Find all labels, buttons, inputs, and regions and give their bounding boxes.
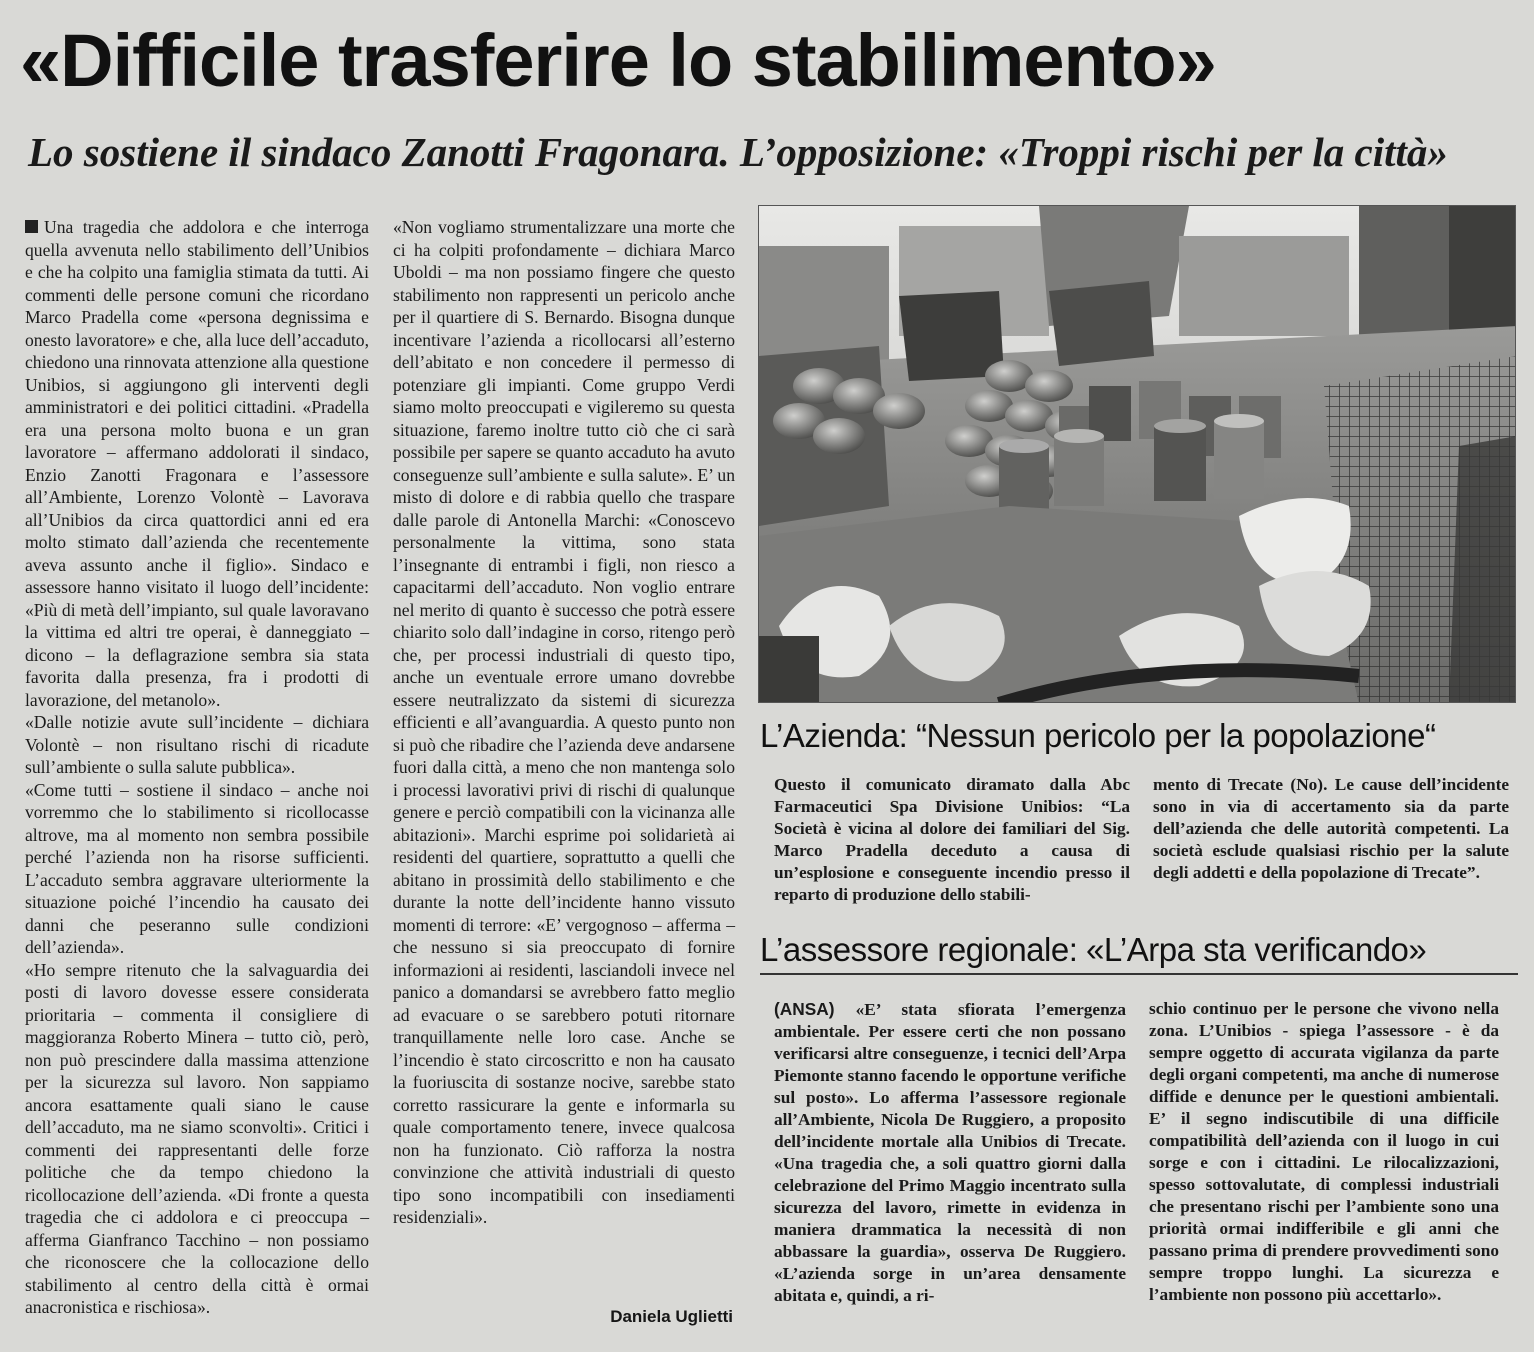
factory-drums-image xyxy=(759,206,1516,703)
assessore-column-2: schio continuo per le persone che vivono nella zona. L’Unibios - spiega l’assessore - è da sempre oggetto di accurata vigilanza da parte degli organi competenti, ma anche di numerose diffide e denunce per le questioni ambientali. E’ il segno indiscutibile di una difficile compatibilità dell’azienda con il luogo in cui sorge e con i cittadini. Le rilocalizzazioni, spesso sottovalutate, di complessi industriali che presentano rischi per l’ambiente sono una priorità ormai indifferibile e gli anni che passano prima di prendere provvedimenti sono sempre troppo lunghi. La sicurezza e l’ambiente non possono più accettarlo». xyxy=(1149,999,1499,1304)
byline: Daniela Uglietti xyxy=(610,1307,733,1326)
factory-photo xyxy=(758,205,1516,703)
article-paragraph: Una tragedia che addolora e che interroga quella avvenuta nello stabilimento dell’Unibios e che ha colpito una famiglia stimata da tutti. Ai commenti delle persone comuni che ricordano Marco Pradella come «persona degnissima e onesto lavoratore» e che, alla luce dell’accaduto, chiedono una rinnovata attenzione alla questione Unibios, si aggiungono gli interventi degli amministratori e dei politici cittadini. «Pradella era una persona molto buona e un gran lavoratore – affermano addolorati il sindaco, Enzio Zanotti Fragonara e l’assessore all’Ambiente, Lorenzo Volontè – Lavorava all’Unibios da circa quattordici anni ed era molto stimato dall’azienda che recentemente aveva assunto anche il figlio». Sindaco e assessore hanno visitato il luogo dell’incidente: «Più di metà dell’impianto, sul quale lavoravano la vittima ed altri tre operai, è danneggiato – dicono – la deflagrazione sembra sia stata favorita dalla presenza, fra i prodotti di lavorazione, del metanolo». xyxy=(25,217,369,710)
lead-square-icon xyxy=(25,220,38,233)
article-paragraph: «Ho sempre ritenuto che la salvaguardia dei posti di lavoro dovesse essere considerata prioritaria – commenta il consigliere di maggioranza Roberto Minera – tutto ciò, però, non può prescindere dalla massima attenzione per la sicurezza sul lavoro. Non sappiamo ancora esattamente quali siano le cause dell’accaduto, ma ne siamo sconvolti». Critici i commenti dei rappresentanti delle forze politiche che da tempo chiedono la ricollocazione dell’azienda. «Di fronte a questa tragedia che ci addolora e ci preoccupa – afferma Gianfranco Tacchino – non possiamo che riconoscere che la collocazione dello stabilimento al centro della città è ormai anacronistica e rischiosa». xyxy=(25,959,369,1317)
azienda-heading: L’Azienda: “Nessun pericolo per la popolazione“ xyxy=(760,717,1436,754)
section-divider xyxy=(760,973,1518,975)
assessore-heading: L’assessore regionale: «L’Arpa sta verificando» xyxy=(760,931,1427,968)
article-column-2 xyxy=(393,216,735,1229)
assessore-column-1: (ANSA) «E’ stata sfiorata l’emergenza ambientale. Per essere certi che non possano verificarsi altre conseguenze, i tecnici dell’Arpa Piemonte stanno facendo le opportune verifiche sul posto». Lo afferma l’assessore regionale all’Ambiente, Nicola De Ruggiero, a proposito dell’incidente mortale alla Unibios di Trecate. «Una tragedia che, a soli quattro giorni dalla celebrazione del Primo Maggio incentrato sulla sicurezza del lavoro, rimette in evidenza in maniera drammatica la necessità di non abbassare la guardia», osserva De Ruggiero. «L’azienda sorge in un’area densamente abitata e, quindi, a ri- xyxy=(774,999,1126,1305)
headline: «Difficile trasferire lo stabilimento» xyxy=(20,19,1216,102)
agency-tag: (ANSA) xyxy=(774,999,835,1019)
azienda-column-1: Questo il comunicato diramato dalla Abc Farmaceutici Spa Divisione Unibios: “La Società è vicina al dolore dei familiari del Sig. Marco Pradella deceduto a causa di un’esplosione e conseguente incendio presso il reparto di produzione dello stabili- xyxy=(774,775,1130,904)
article-column-1 xyxy=(25,216,369,1319)
subheadline: Lo sostiene il sindaco Zanotti Fragonara. L’opposizione: «Troppi rischi per la città» xyxy=(28,129,1448,175)
article-paragraph: «Non vogliamo strumentalizzare una morte che ci ha colpiti profondamente – dichiara Marco Uboldi – ma non possiamo fingere che questo stabilimento non rappresenti un pericolo anche per il quartiere di S. Bernardo. Bisogna dunque incentivare l’azienda a ricollocarsi all’esterno dell’abitato e non concedere il permesso di potenziare gli impianti. Come gruppo Verdi siamo molto preoccupati e vigileremo su questa situazione, faremo inoltre tutto ciò che ci sarà possibile per sapere se quanto accaduto ha avuto conseguenze sull’ambiente e sulla salute». E’ un misto di dolore e di rabbia quello che traspare dalle parole di Antonella Marchi: «Conoscevo personalmente la vittima, sono stata l’insegnante di entrambi i figli, non riesco a capacitarmi dell’accaduto. Non voglio entrare nel merito di quanto è successo che potrà essere chiarito solo dall’indagine in corso, ritengo però che, per processi industriali di questo tipo, anche un eventuale errore umano dovrebbe essere neutralizzato da sistemi di sicurezza efficienti e all’avanguardia. A questo punto non si può che ribadire che l’azienda deve andarsene fuori dalla città, a meno che non mantenga solo i processi lavorativi privi di rischi di qualunque genere e perciò compatibili con la vicinanza alle abitazioni». Marchi esprime poi solidarietà ai residenti del quartiere, soprattutto a quelli che abitano in prossimità dello stabilimento e che durante la notte dell’incidente hanno vissuto momenti di terrore: «E’ vergognoso – afferma – che nessuno si sia preoccupato di fornire informazioni ai residenti, lasciandoli invece nel panico a domandarsi se avrebbero fatto meglio ad evacuare o se sarebbero potuti ritornare tranquillamente nelle loro case. Anche se l’incendio è stato circoscritto e non ha causato la fuoriuscita di sostanze nocive, sarebbe stato corretto rassicurare la gente e informarla su quale comportamento tenere, invece qualcosa non ha funzionato. Ciò rafforza la nostra convinzione che attività industriali di questo tipo sono incompatibili con insediamenti residenziali». xyxy=(393,217,735,1227)
article-paragraph: «Come tutti – sostiene il sindaco – anche noi vorremmo che lo stabilimento si ricollocasse altrove, ma al momento non sembra possibile perché l’azienda non ha risorse sufficienti. L’accaduto sembra aggravare ulteriormente la situazione poiché l’incendio ha causato dei danni che peseranno sulle condizioni dell’azienda». xyxy=(25,779,369,957)
azienda-column-2: mento di Trecate (No). Le cause dell’incidente sono in via di accertamento sia da parte dell’azienda che delle autorità competenti. La società esclude qualsiasi rischio per la salute degli addetti e della popolazione di Trecate”. xyxy=(1153,775,1509,882)
article-paragraph: «Dalle notizie avute sull’incidente – dichiara Volontè – non risultano rischi di ricadute sull’ambiente o sulla salute pubblica». xyxy=(25,712,369,777)
